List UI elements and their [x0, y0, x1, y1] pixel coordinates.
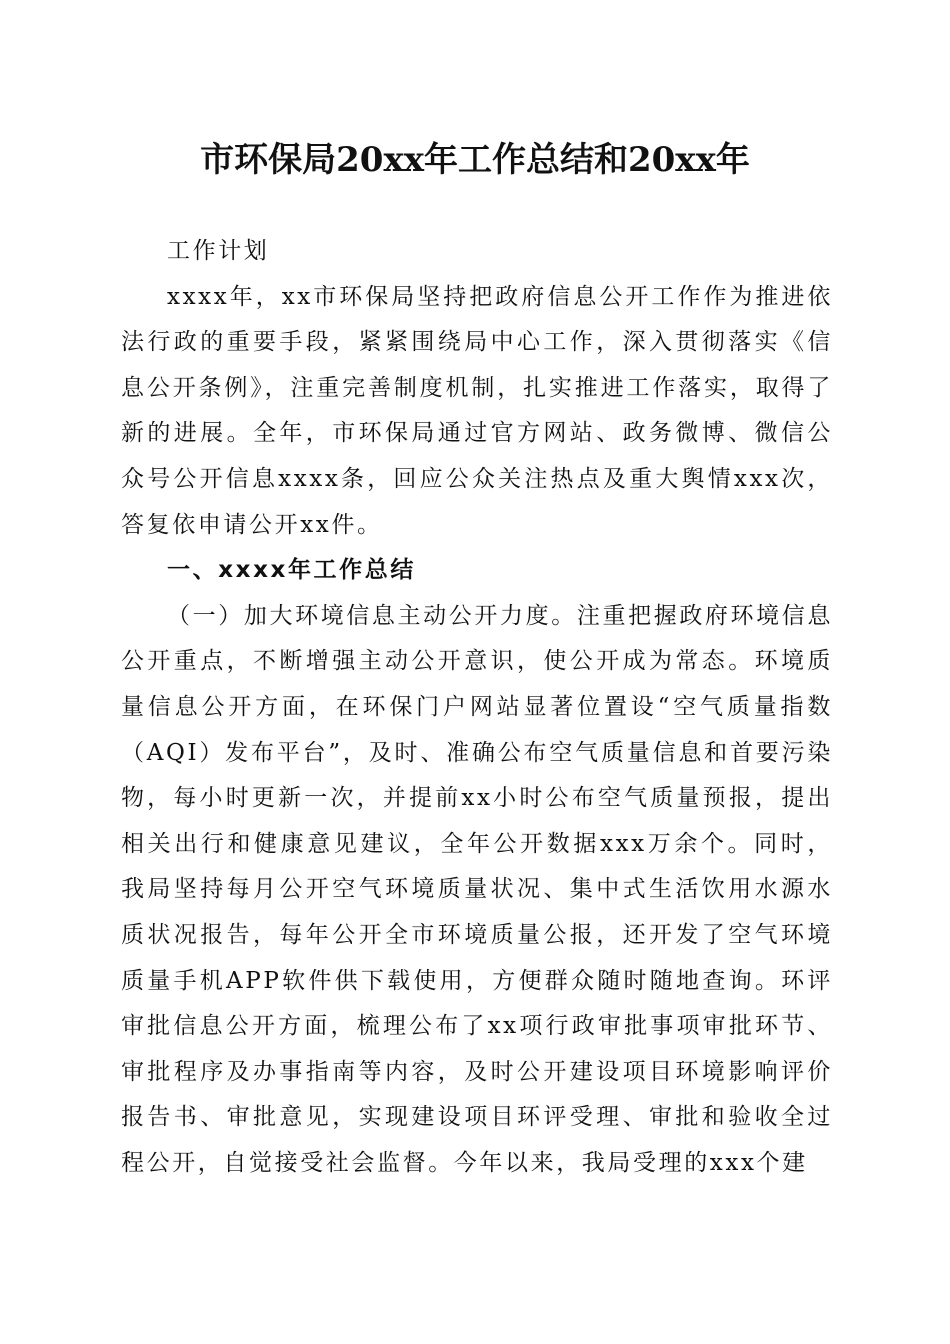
section-heading: 一、xxxx年工作总结: [167, 557, 416, 584]
document-body: [121, 229, 833, 1186]
subsection-paragraph: [121, 594, 833, 1187]
subsection-text: 注重把握政府环境信息公开重点，不断增强主动公开意识，使公开成为常态。环境质量信息公开方面，在环保门户网站显著位置设“空气质量指数（AQI）发布平台”，及时、准确公布空气质量信息和首要污染物，每小时更新一次，并提前xx小时公布空气质量预报，提出相关出行和健康意见建议，全年公开数据xxx万余个。同时，我局坚持每月公开空气环境质量状况、集中式生活饮用水源水质状况报告，每年公开全市环境质量公报，还开发了空气环境质量手机APP软件供下载使用，方便群众随时随地查询。环评审批信息公开方面，梳理公布了xx项行政审批事项审批环节、审批程序及办事指南等内容，及时公开建设项目环境影响评价报告书、审批意见，实现建设项目环评受理、审批和验收全过程公开，自觉接受社会监督。今年以来，我局受理的xxx个建: [121, 602, 833, 1176]
document-title: 市环保局20xx年工作总结和20xx年: [200, 140, 750, 180]
subtitle-line: 工作计划: [167, 238, 270, 264]
intro-paragraph: xxxx年，xx市环保局坚持把政府信息公开工作作为推进依法行政的重要手段，紧紧围绕局中心工作，深入贯彻落实《信息公开条例》，注重完善制度机制，扎实推进工作落实，取得了新的进展。全年，市环保局通过官方网站、政务微博、微信公众号公开信息xxxx条，回应公众关注热点及重大舆情xxx次，答复依申请公开xx件。: [121, 283, 833, 538]
subsection-title: （一）加大环境信息主动公开力度。: [167, 602, 577, 629]
